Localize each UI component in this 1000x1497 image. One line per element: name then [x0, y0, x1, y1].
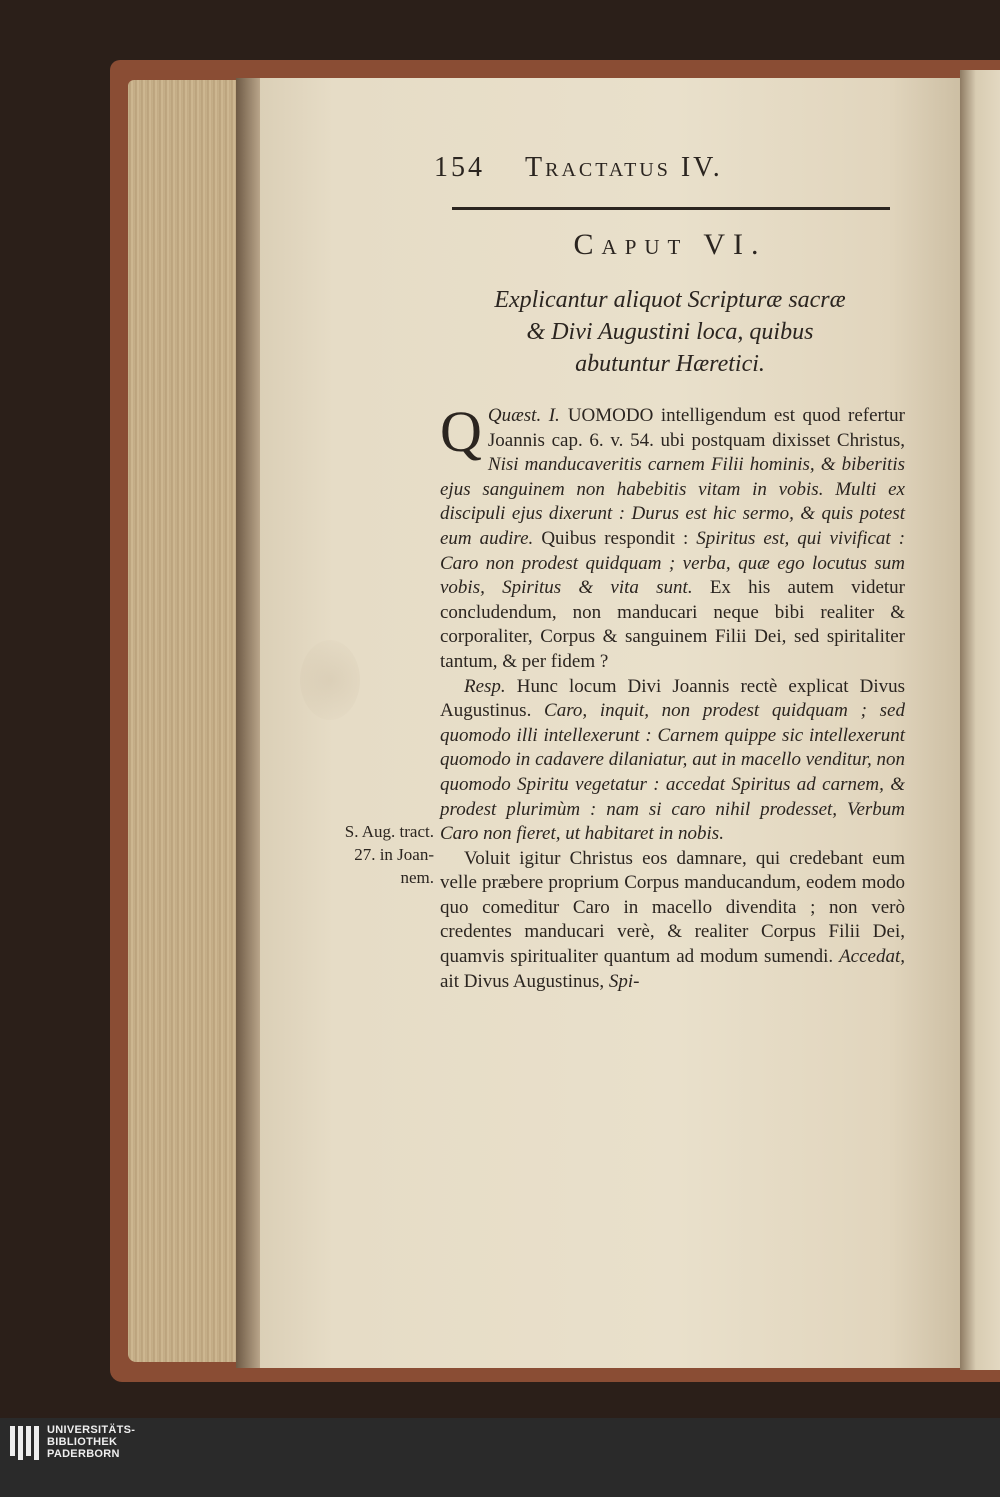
facing-page [960, 70, 1000, 1370]
conclusion-end: ait Divus Augustinus, [440, 970, 605, 992]
logo-line: BIBLIOTHEK [47, 1436, 118, 1448]
paragraph-conclusion [440, 847, 905, 995]
question-label: Quæst. I. [487, 405, 560, 426]
header-rule [452, 207, 890, 210]
subtitle-line: & Divi Augustini loca, quibus [526, 319, 814, 345]
scripture-quote: Nisi manducaveritis carnem Filii hominis, & biberitis ejus sanguinem non habebitis vitam in vobis. Multi ex discipuli ejus dixerunt : Durus est hic sermo, & quis potest eum audire. [440, 454, 905, 549]
gutter-shadow [236, 78, 260, 1368]
logo-bars-icon [10, 1424, 39, 1460]
augustine-quote: Caro, inquit, non prodest quidquam ; sed quomodo illi intellexerunt : Carnem quippe sic intellexerunt quomodo in cadavere dilaniatur, aut in macello venditur, non quomodo Spiritu vegetatur : accedat Spiritus ad carnem, & prodest plurimùm : nam si caro nihil prodesset, Verbum Caro non fieret, ut habitaret in nobis. [440, 700, 905, 845]
subtitle-line: abutuntur Hæretici. [575, 351, 765, 377]
body-text [440, 399, 906, 994]
running-title: Tractatus IV. [525, 152, 723, 183]
margin-note-line: S. Aug. tract. [344, 822, 434, 841]
conclusion-italic: Accedat, [839, 946, 906, 968]
question-text-2: Quibus respondit : [541, 527, 689, 549]
scripture-quote-2: Spiritus est, qui vivificat : Caro non prodest quidquam ; verba, quæ ego locutus sum vobis, Spiritus & vita sunt. [440, 527, 906, 599]
library-logo [10, 1424, 135, 1460]
paragraph-response [440, 675, 905, 847]
response-text: Hunc locum Divi Joannis rectè explicat Divus Augustinus. [440, 675, 906, 722]
response-label: Resp. [464, 675, 506, 697]
question-text-3: Ex his autem videtur concludendum, non manducari neque bibi realiter & corporaliter, Corpus & sanguinem Filii Dei, sed spiritaliter tantum, & per fidem ? [440, 577, 906, 672]
subtitle-line: Explicantur aliquot Scripturæ sacræ [494, 287, 846, 313]
margin-note-line: nem. [400, 868, 434, 887]
logo-text [47, 1424, 135, 1460]
drop-cap: Q [440, 399, 482, 464]
margin-note-line: 27. in Joan- [354, 845, 434, 864]
running-header [434, 152, 723, 184]
conclusion-italic-end: Spi- [608, 970, 640, 992]
page-number: 154 [434, 152, 485, 183]
conclusion-text: Voluit igitur Christus eos damnare, qui credebant eum velle præbere proprium Corpus manducandum, eodem modo quo comeditur Caro in macello divendita ; non verò credentes manducari verè, & realiter Corpus Filii Dei, quamvis spiritualiter quantum ad modum sumendi. [440, 847, 905, 968]
logo-line: PADERBORN [47, 1448, 120, 1460]
chapter-subtitle [440, 284, 900, 380]
footer-band [0, 1418, 1000, 1497]
paragraph-question [440, 399, 906, 675]
page-stain [300, 640, 360, 720]
logo-line: UNIVERSITÄTS- [47, 1424, 136, 1436]
page-block-edge [128, 80, 248, 1362]
question-text: UOMODO intelligendum est quod refertur Joannis cap. 6. v. 54. ubi postquam dixisset Christus, [487, 405, 905, 451]
margin-note [312, 820, 434, 889]
chapter-title: Caput VI. [573, 228, 767, 261]
